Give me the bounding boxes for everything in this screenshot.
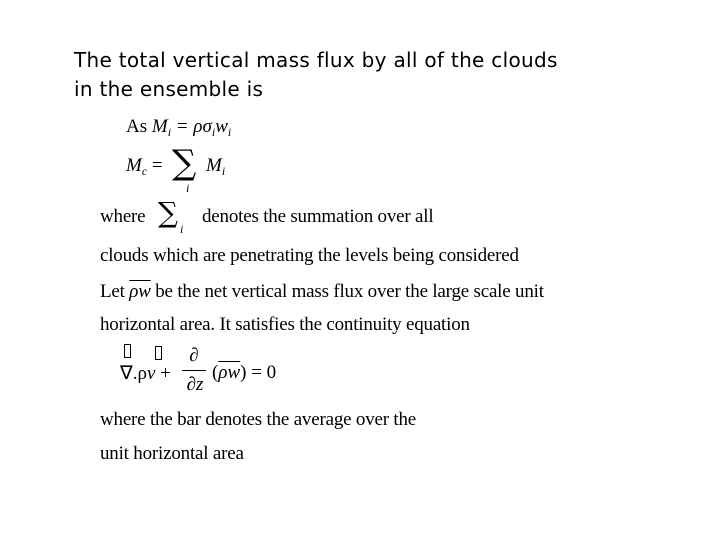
where-suffix-text: denotes the summation over all [202, 206, 434, 227]
horizontal-line: horizontal area. It satisfies the continuity equation [100, 314, 470, 335]
summation-index: i [186, 181, 190, 195]
bar-line: where the bar denotes the average over the [100, 409, 417, 430]
let-suffix-text: be the net vertical mass flux over the large scale unit [155, 281, 544, 302]
mc-symbol: M [126, 155, 142, 176]
rho-w-bar-term: $\overline{\rho w}$ [218, 362, 241, 383]
partial-denominator: ∂z [186, 374, 204, 395]
unit-line: unit horizontal area [100, 443, 244, 464]
let-line [100, 281, 544, 303]
partial-numerator: ∂ [189, 345, 199, 366]
fraction-bar [182, 370, 206, 371]
w-symbol: w [215, 116, 228, 137]
heading-line-2: in the ensemble is [74, 77, 264, 101]
mi-subscript: i [221, 164, 226, 178]
let-word: Let [100, 281, 125, 302]
slide-heading [74, 46, 674, 104]
w-subscript: i [227, 125, 232, 139]
nabla-rho: ∇.ρ [120, 363, 147, 384]
close-paren-equals-zero: ) = 0 [240, 362, 277, 383]
rho-w-bar: $\overline{\rho w}$ [129, 281, 151, 302]
mc-subscript: c [141, 164, 148, 178]
where-word: where [100, 206, 146, 227]
rho-sigma: = ρσ [175, 116, 212, 137]
equation-mass-flux-per-cloud [126, 116, 231, 140]
clouds-line: clouds which are penetrating the levels being considered [100, 245, 519, 266]
v-vector: v [146, 363, 156, 384]
m-symbol: M [151, 116, 168, 137]
plus-sign: + [160, 363, 171, 384]
vector-arrow-glyph [155, 346, 162, 360]
vector-arrow-glyph [124, 344, 131, 358]
m-subscript: i [167, 125, 172, 139]
summation-symbol: ∑ [172, 143, 197, 183]
inline-summation-symbol: ∑ [158, 196, 178, 229]
inline-summation-index: i [180, 222, 184, 236]
open-paren: ( [212, 362, 219, 383]
mi-symbol: M [206, 155, 222, 176]
sigma-subscript: i [211, 125, 216, 139]
as-word: As [126, 116, 148, 137]
heading-line-1: The total vertical mass flux by all of the clouds [74, 48, 558, 72]
equals-sign: = [151, 155, 163, 176]
